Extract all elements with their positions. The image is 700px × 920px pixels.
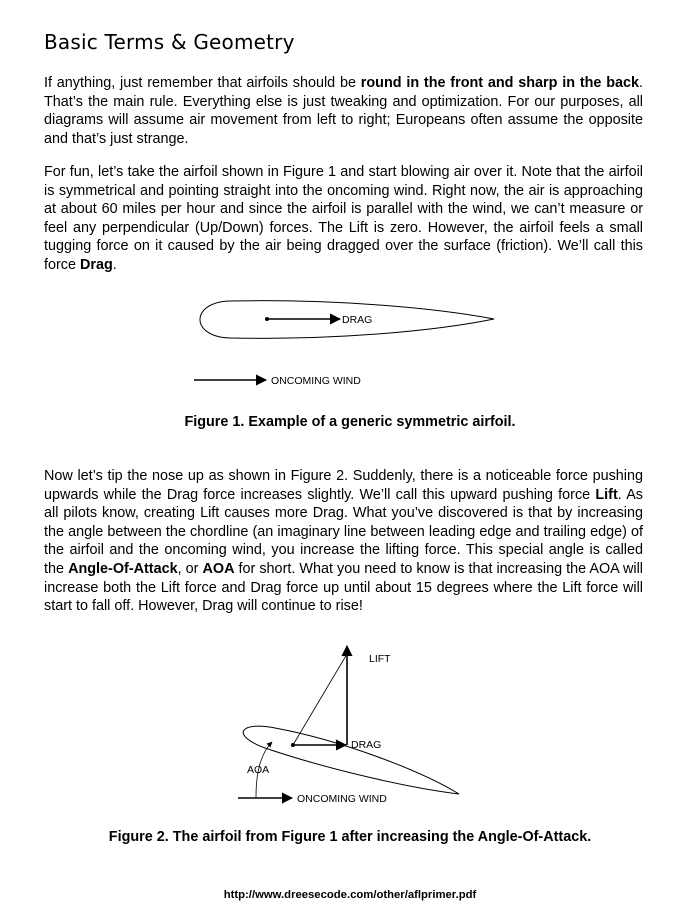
- tilted-airfoil-outline: [243, 726, 459, 794]
- drag-label: DRAG: [351, 739, 382, 751]
- aoa-label: AOA: [247, 764, 270, 776]
- paragraph-bold-text: round in the front and sharp in the back: [360, 75, 639, 91]
- paragraph-text: for short. What you need to know is that increasing the AOA will increase both the Lift force and Drag force up until about 15 degrees where the Lift force will start to fall off. However, Drag will continue to rise!: [44, 560, 643, 615]
- drag-label: DRAG: [342, 314, 373, 326]
- paragraph-text: For fun, let’s take the airfoil shown in Figure 1 and start blowing air over it. Note that the airfoil is symmetrical and pointing straight into the oncoming wind. Right now, the air is approaching at about 60 miles per hour and since the airfoil is parallel with the wind, we can’t measure or feel any perpendicular (Up/Down) forces. The Lift is zero. However, the airfoil feels a small tugging force on it caused by the air being dragged over the surface (friction). We’ll call this force: [44, 164, 643, 273]
- figure-1-diagram: [0, 290, 700, 395]
- paragraph-bold-text: Drag: [80, 256, 113, 273]
- resultant-force-line: [293, 654, 347, 745]
- figure-1: [0, 290, 700, 395]
- paragraph-text: .: [112, 256, 117, 273]
- drag-paragraph: [44, 163, 643, 275]
- paragraph-text: . As all pilots know, creating Lift causes more Drag. What you’ve discovered is that by increasing the angle between the chordline (an imaginary line between leading edge and trailing edge) of the airfoil and the oncoming wind, you increase the lifting force. This special angle is called the: [44, 486, 643, 577]
- lift-label: LIFT: [369, 653, 391, 665]
- intro-paragraph: [44, 74, 643, 148]
- figure-2: [0, 640, 700, 815]
- figure-2-caption: Figure 2. The airfoil from Figure 1 after increasing the Angle-Of-Attack.: [108, 829, 592, 845]
- page-title: Basic Terms & Geometry: [44, 30, 295, 54]
- angle-of-attack-paragraph: [44, 467, 643, 616]
- figure-1-caption: Figure 1. Example of a generic symmetric airfoil.: [184, 414, 516, 430]
- oncoming-wind-label: ONCOMING WIND: [271, 375, 361, 387]
- oncoming-wind-label: ONCOMING WIND: [297, 793, 387, 805]
- paragraph-bold-text: Angle-Of-Attack: [68, 560, 178, 577]
- paragraph-text: . That’s the main rule. Everything else is just tweaking and optimization. For our purposes, all diagrams will assume air movement from left to right; Europeans often assume the opposite and that’s just strange.: [44, 75, 643, 147]
- source-url: http://www.dreesecode.com/other/aflprimer.pdf: [223, 889, 477, 901]
- paragraph-text: , or: [177, 560, 203, 577]
- paragraph-bold-text: AOA: [202, 560, 235, 577]
- paragraph-bold-text: Lift: [595, 486, 618, 503]
- figure-2-diagram: [0, 640, 700, 815]
- paragraph-text: If anything, just remember that airfoils should be: [44, 75, 361, 91]
- paragraph-text: Now let’s tip the nose up as shown in Figure 2. Suddenly, there is a noticeable force pushing upwards while the Drag force increases slightly. We’ll call this upward pushing force: [44, 468, 643, 503]
